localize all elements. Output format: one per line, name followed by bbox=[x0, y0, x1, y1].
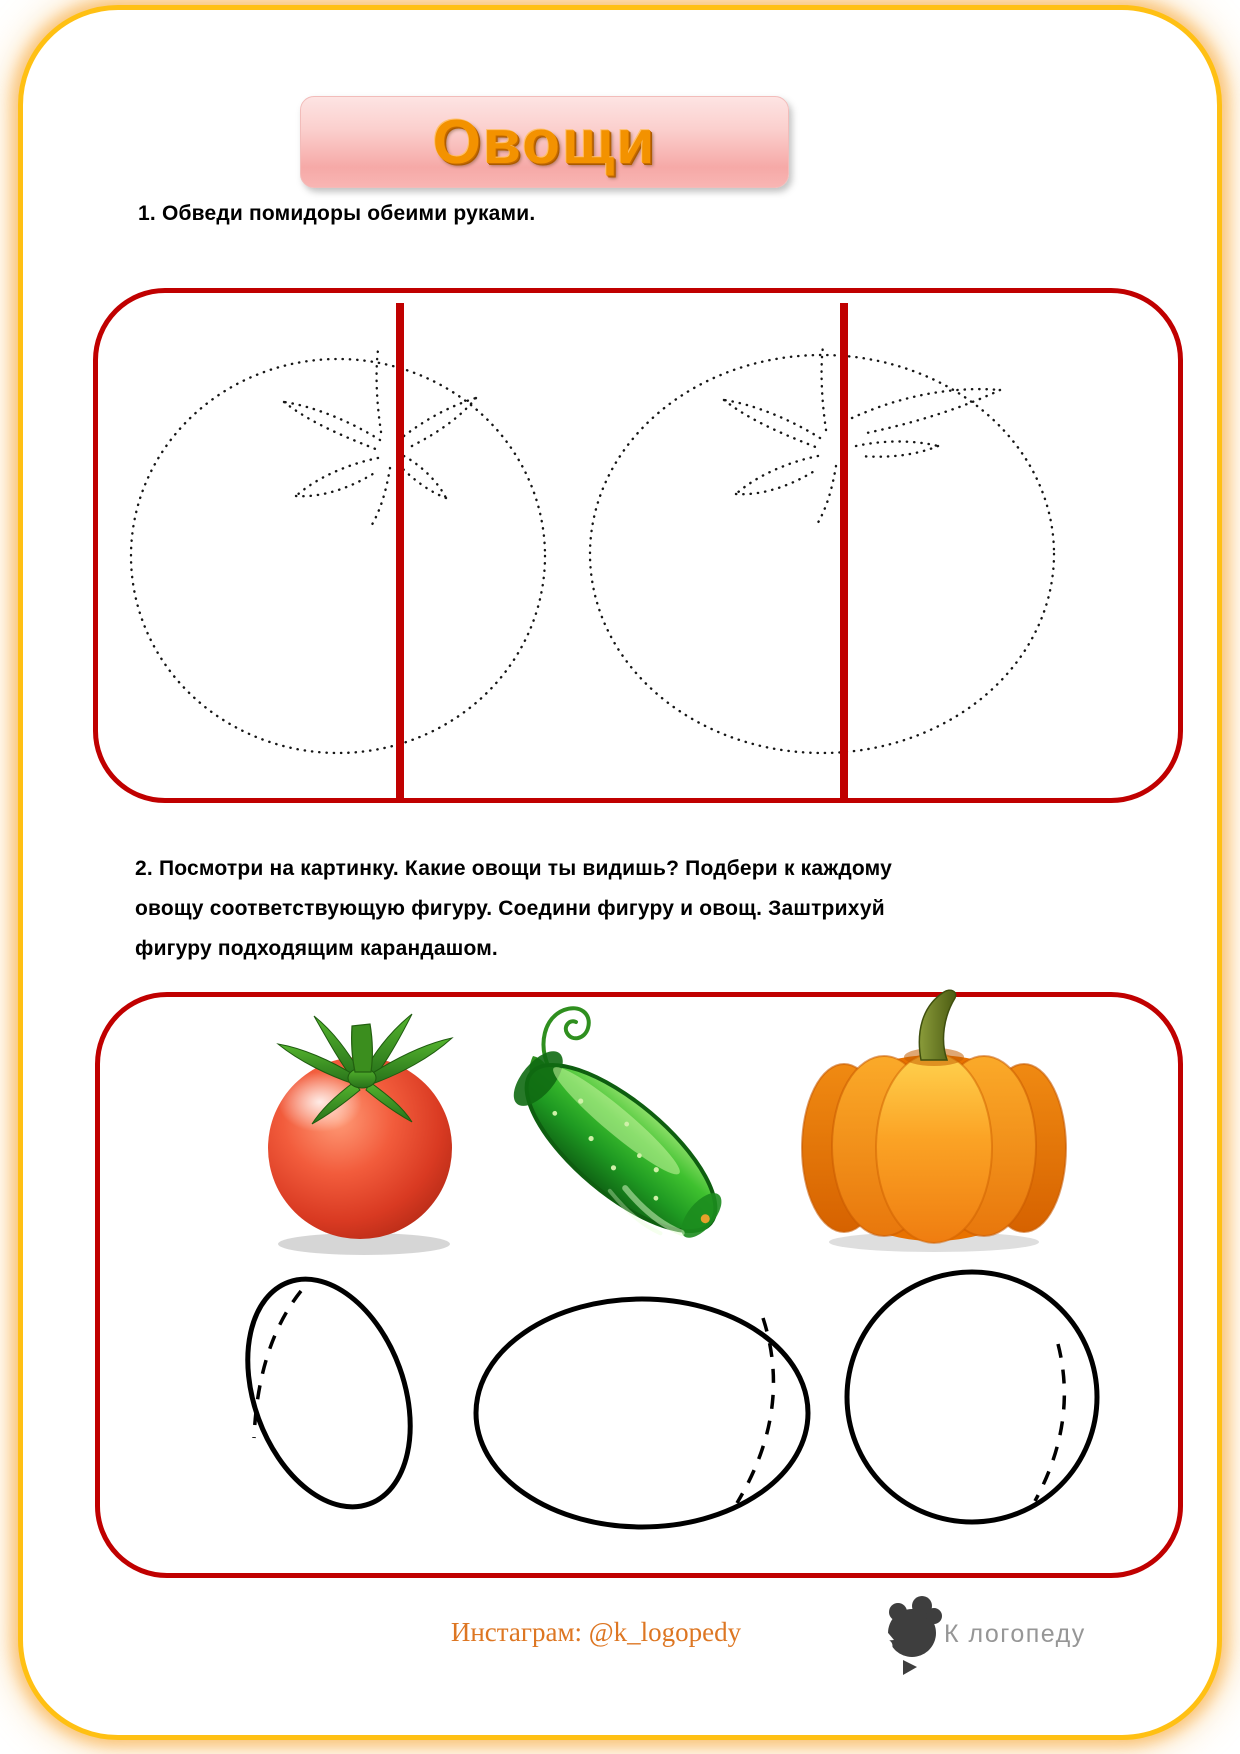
logo-text: К логопеду bbox=[944, 1620, 1086, 1648]
footer-instagram-handle: Инстаграм: @k_logopedy bbox=[450, 1617, 742, 1647]
page-title: Овощи bbox=[432, 108, 657, 177]
task2-line-3: фигуру подходящим карандашом. bbox=[135, 937, 498, 960]
task2-instruction bbox=[135, 849, 1035, 969]
title-plate bbox=[300, 96, 789, 188]
tracing-activity-box bbox=[93, 288, 1183, 803]
matching-activity-box bbox=[95, 992, 1183, 1578]
task2-line-1: 2. Посмотри на картинку. Какие овощи ты видишь? Подбери к каждому bbox=[135, 857, 892, 880]
task1-instruction: 1. Обведи помидоры обеими руками. bbox=[138, 202, 536, 225]
task2-line-2: овощу соответствующую фигуру. Соедини фигуру и овощ. Заштрихуй bbox=[135, 897, 885, 920]
